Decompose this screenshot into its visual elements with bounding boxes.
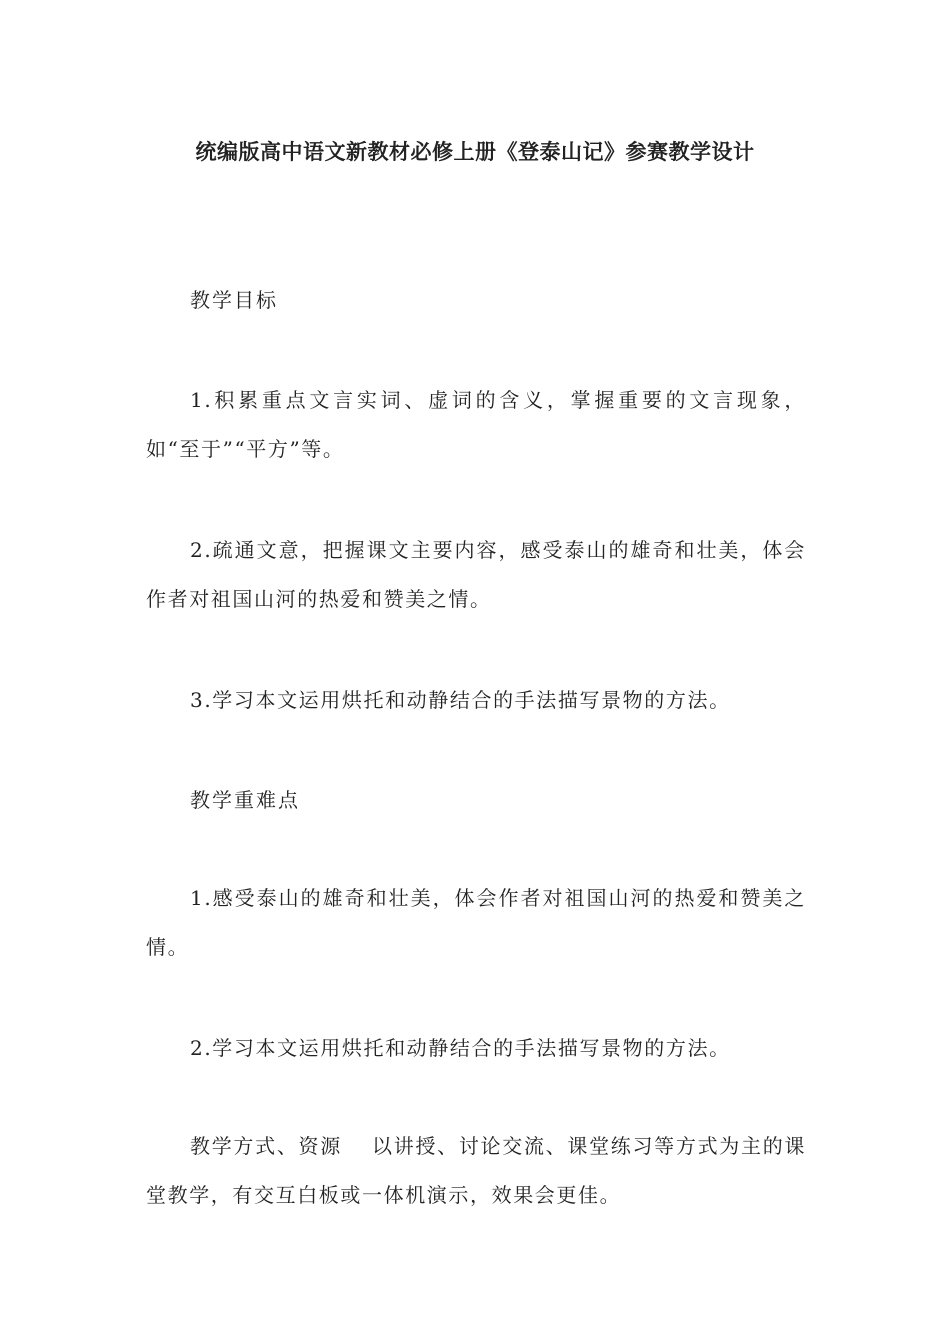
objective-paragraph-3: 3.学习本文运用烘托和动静结合的手法描写景物的方法。: [190, 688, 731, 712]
methods-paragraph: [146, 1122, 806, 1220]
key-points-heading: 教学重难点: [190, 788, 300, 812]
objective-paragraph-2: 2.疏通文意，把握课文主要内容，感受泰山的雄奇和壮美，体会作者对祖国山河的热爱和赞美之情。: [146, 538, 806, 611]
methods-text: 以讲授、讨论交流、课堂练习等方式为主的课堂教学，有交互白板或一体机演示，效果会更佳。: [146, 1134, 807, 1207]
key-point-paragraph-2: 2.学习本文运用烘托和动静结合的手法描写景物的方法。: [190, 1036, 731, 1060]
key-point-paragraph-1: 1.感受泰山的雄奇和壮美，体会作者对祖国山河的热爱和赞美之情。: [146, 886, 806, 959]
objectives-heading: 教学目标: [190, 288, 278, 312]
objective-paragraph-1: 1.积累重点文言实词、虚词的含义，掌握重要的文言现象，如“至于”“平方”等。: [146, 388, 806, 461]
methods-heading: 教学方式、资源: [190, 1134, 342, 1158]
document-title: 统编版高中语文新教材必修上册《登泰山记》参赛教学设计: [195, 140, 755, 164]
